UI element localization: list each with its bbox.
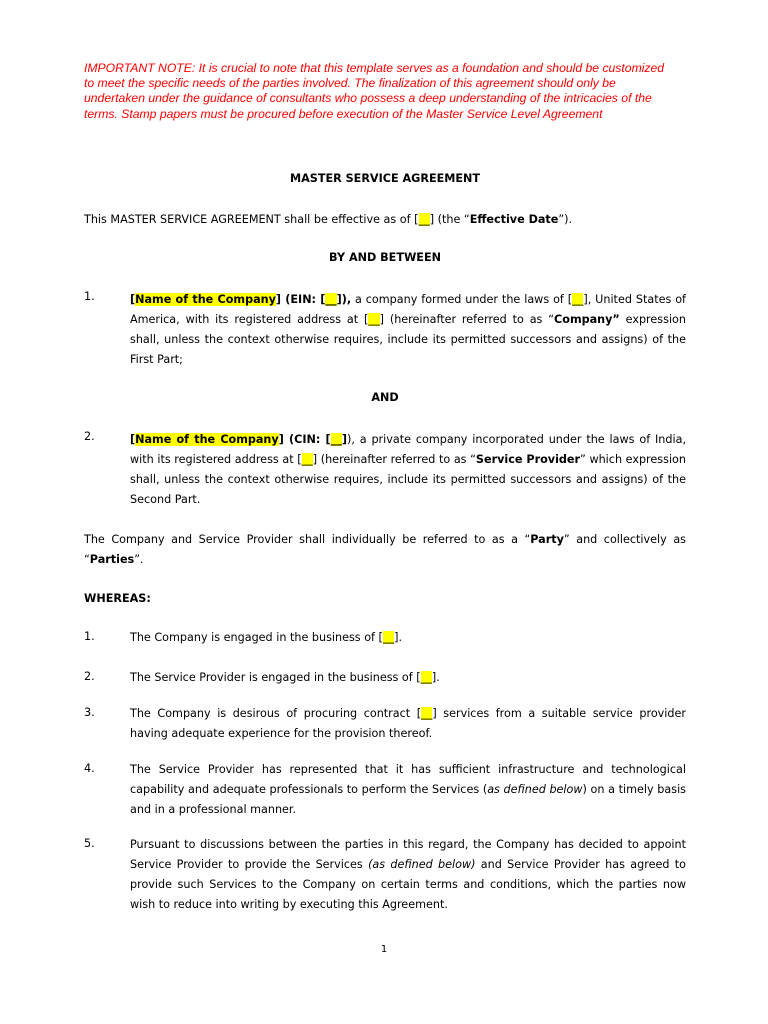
company-name-placeholder: Name of the Company bbox=[135, 433, 279, 446]
recital-2: The Service Provider is engaged in the business of [__]. bbox=[130, 671, 440, 684]
parties-definition: The Company and Service Provider shall individually be referred to as a “Party” and collectively as “Parties”. bbox=[84, 533, 686, 566]
recital-number: 1. bbox=[84, 630, 95, 643]
blank-field: __ bbox=[572, 293, 584, 306]
blank-field: __ bbox=[418, 213, 430, 226]
and-heading: AND bbox=[371, 391, 399, 404]
party2-clause: [Name of the Company] (CIN: [__]), a private company incorporated under the laws of India, with its registered address at [__] (hereinafter referred to as “Service Provider” which expression shall, unless the context otherwise requires, include its permitted successors and assigns) of the Second Part. bbox=[130, 433, 686, 506]
recital-1: The Company is engaged in the business of [__]. bbox=[130, 631, 403, 644]
recital-number: 5. bbox=[84, 837, 95, 850]
effective-date-clause: This MASTER SERVICE AGREEMENT shall be effective as of [__] (the “Effective Date”). bbox=[84, 213, 573, 226]
blank-field: __ bbox=[368, 313, 380, 326]
party1-number: 1. bbox=[84, 290, 95, 303]
blank-field: __ bbox=[421, 707, 433, 720]
recital-number: 2. bbox=[84, 670, 95, 683]
recital-number: 3. bbox=[84, 706, 95, 719]
recital-3: The Company is desirous of procuring contract [__] services from a suitable service provider having adequate experience for the provision thereof. bbox=[130, 707, 687, 740]
blank-field: __ bbox=[301, 453, 313, 466]
party1-clause: [Name of the Company] (EIN: [__]), a company formed under the laws of [__], United States of America, with its registered address at [__] (hereinafter referred to as “Company” expression shall, unless the context otherwise requires, include its permitted successors and assigns) of the First Part; bbox=[130, 293, 686, 366]
party2-number: 2. bbox=[84, 430, 95, 443]
blank-field: __ bbox=[382, 631, 395, 644]
recital-5: Pursuant to discussions between the parties in this regard, the Company has decided to appoint Service Provider to provide the Services (as defined below) and Service Provider has agreed to provide such Services to the Company on certain terms and conditions, which the parties now wish to reduce into writing by executing this Agreement. bbox=[130, 838, 686, 911]
page-number: 1 bbox=[380, 944, 388, 955]
blank-field: __ bbox=[420, 671, 432, 684]
important-note: IMPORTANT NOTE: It is crucial to note that this template serves as a foundation and should be customized to meet the specific needs of the parties involved. The finalization of this agreement should only be undertaken under the guidance of consultants who possess a deep understanding of the intricacies of the terms. Stamp papers must be procured before execution of the Master Service Level Agreement bbox=[84, 61, 665, 121]
by-and-between-heading: BY AND BETWEEN bbox=[329, 251, 441, 264]
company-name-placeholder: Name of the Company bbox=[135, 293, 276, 306]
blank-field: __ bbox=[325, 293, 337, 306]
whereas-heading: WHEREAS: bbox=[84, 592, 151, 605]
recital-number: 4. bbox=[84, 762, 95, 775]
document-title: MASTER SERVICE AGREEMENT bbox=[289, 172, 481, 185]
recital-4: The Service Provider has represented that it has sufficient infrastructure and technological capability and adequate professionals to perform the Services (as defined below) on a timely basis and in a professional manner. bbox=[130, 763, 687, 816]
blank-field: __ bbox=[330, 433, 342, 446]
